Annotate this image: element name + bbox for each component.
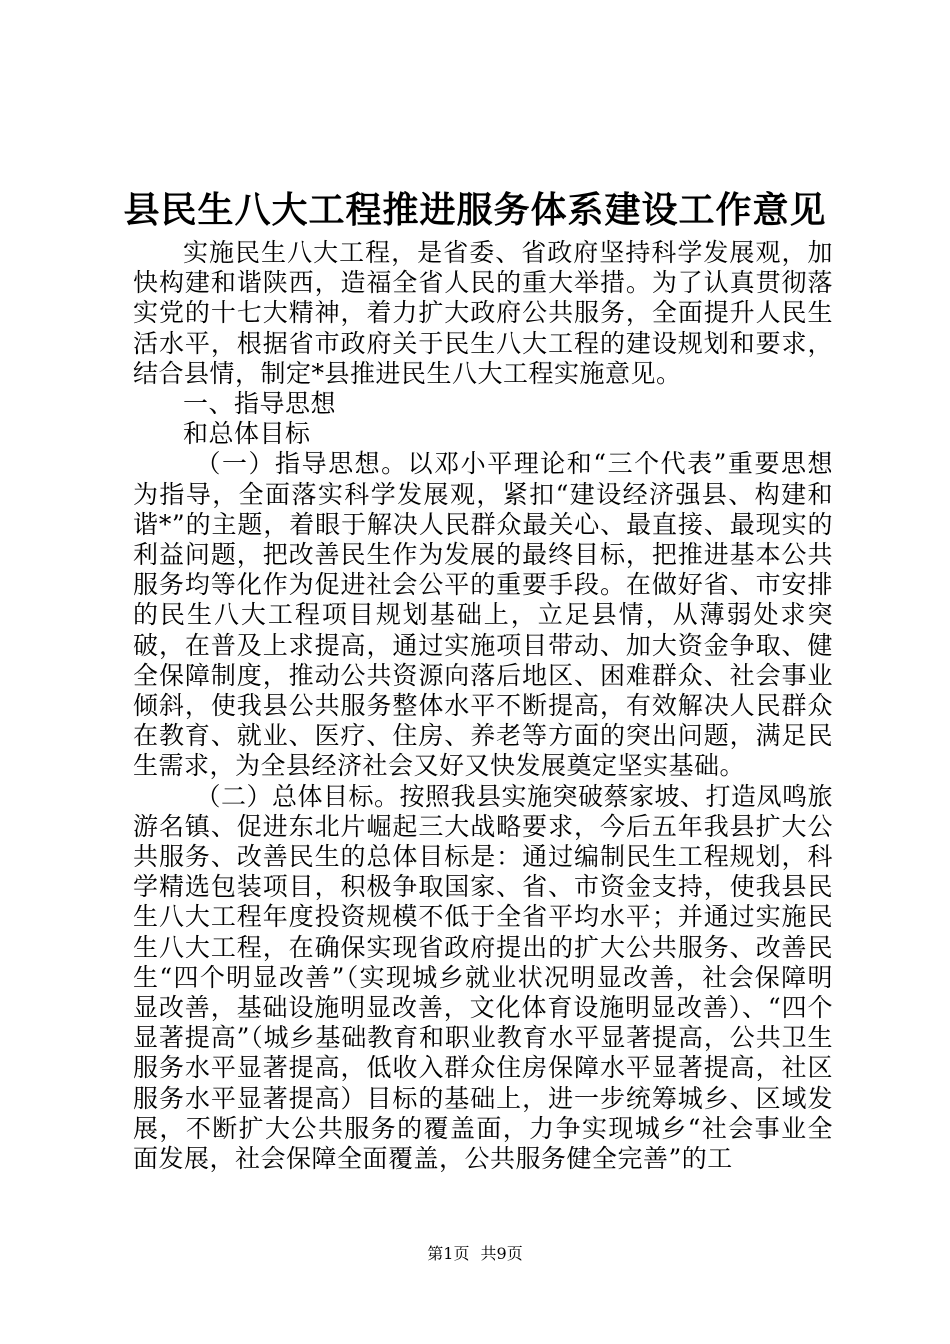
page-number: 第1页 [427, 1244, 470, 1263]
section-heading-line1: 一、指导思想 [183, 389, 337, 419]
overall-goal-paragraph: （二）总体目标。按照我县实施突破蔡家坡、打造凤鸣旅游名镇、促进东北片崛起三大战略要求，今后五年我县扩大公共服务、改善民生的总体目标是：通过编制民生工程规划，科学精选包装项目，积极争取国家、省、市资金支持，使我县民生八大工程年度投资规模不低于全省平均水平；并通过实施民生八大工程，在确保实现省政府提出的扩大公共服务、改善民生“四个明显改善”（实现城乡就业状况明显改善，社会保障明显改善，基础设施明显改善，文化体育设施明显改善）、“四个显著提高”（城乡基础教育和职业教育水平显著提高，公共卫生服务水平显著提高，低收入群众住房保障水平显著提高，社区服务水平显著提高）目标的基础上，进一步统筹城乡、区域发展，不断扩大公共服务的覆盖面，力争实现城乡“社会事业全面发展，社会保障全面覆盖，公共服务健全完善”的工 [133, 781, 834, 1174]
intro-paragraph: 实施民生八大工程，是省委、省政府坚持科学发展观，加快构建和谐陕西，造福全省人民的重大举措。为了认真贯彻落实党的十七大精神，着力扩大政府公共服务，全面提升人民生活水平，根据省市政府关于民生八大工程的建设规划和要求，结合县情，制定*县推进民生八大工程实施意见。 [133, 238, 833, 388]
page-total: 共9页 [480, 1244, 523, 1263]
guiding-thought-paragraph: （一）指导思想。以邓小平理论和“三个代表”重要思想为指导，全面落实科学发展观，紧扣“建设经济强县、构建和谐*”的主题，着眼于解决人民群众最关心、最直接、最现实的利益问题，把改善民生作为发展的最终目标，把推进基本公共服务均等化作为促进社会公平的重要手段。在做好省、市安排的民生八大工程项目规划基础上，立足县情，从薄弱处求突破，在普及上求提高，通过实施项目带动、加大资金争取、健全保障制度，推动公共资源向落后地区、困难群众、社会事业倾斜，使我县公共服务整体水平不断提高，有效解决人民群众在教育、就业、医疗、住房、养老等方面的突出问题，满足民生需求，为全县经济社会又好又快发展奠定坚实基础。 [133, 449, 833, 781]
page-footer [0, 1244, 950, 1264]
document-title: 县民生八大工程推进服务体系建设工作意见 [123, 189, 827, 231]
document-body [133, 238, 833, 1174]
section-heading-line2: 和总体目标 [183, 419, 311, 449]
